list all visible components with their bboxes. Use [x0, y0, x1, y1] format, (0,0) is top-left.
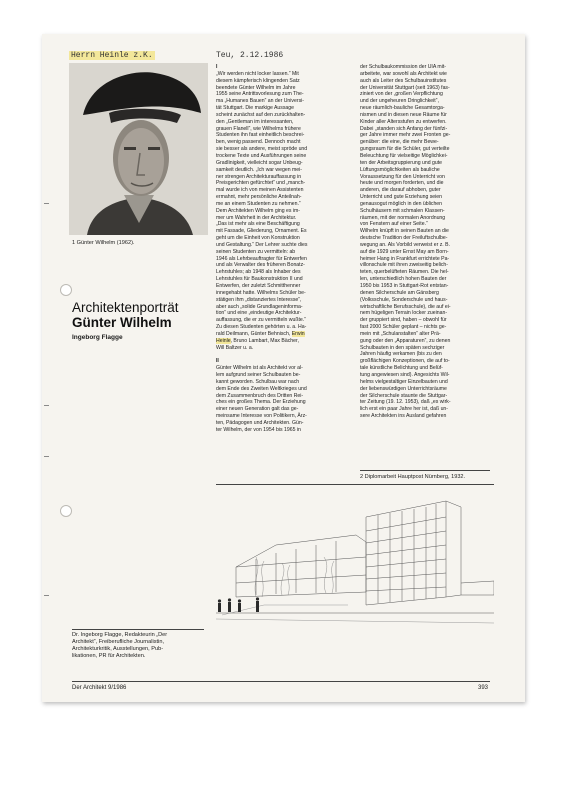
footer-rule — [72, 681, 490, 682]
photo-caption: 1 Günter Wilhelm (1962). — [72, 240, 135, 246]
figure-caption: 2 Diplomarbeit Hauptpost Nürnberg, 1932. — [360, 474, 466, 480]
title-name: Günter Wilhelm — [72, 315, 172, 330]
paragraph: , Bruno Lambart, Max Bächer, Will Baltzer u. a. — [216, 337, 299, 351]
title-line-2 — [72, 315, 179, 330]
bio-rule — [72, 629, 204, 630]
title-line-1: Architektenporträt — [72, 300, 179, 315]
journal-issue: Der Architekt 9/1986 — [72, 685, 127, 691]
date-stamp: Teu, 2.12.1986 — [216, 51, 284, 60]
margin-tick — [44, 203, 49, 204]
recipient-text: Herrn Heinle z.K. — [71, 51, 153, 60]
highlighted-text: Erwin — [291, 330, 305, 337]
section-number: II — [216, 358, 219, 365]
margin-tick — [44, 456, 49, 457]
architecture-sketch — [216, 487, 494, 627]
portrait-photo — [69, 63, 208, 235]
margin-tick — [44, 405, 49, 406]
text-column-1 — [216, 64, 307, 434]
paragraph: „Wir werden nicht locker lassen.“ Mit diesem kämpferisch klingenden Satz beendete Günter Wilhelm im Jahre 1955 seine Antrittsvorlesung zum The- ma „Humanes Bauen“ an der Universi- tät Stuttgart. Die markige Aussage scheint zunächst auf den zurückhalten- den „Gentleman im interessanten, grauen Flanell“, wie Wilhelms frühere Studenten ihn fast einheitlich beschrei- ben, wenig passend. Dennoch macht sie besser als andere, meist spröde und trockene Texte und Ausführungen seine Gradlinigkeit, vielleicht sogar Unbeug- samkeit deutlich. „Ich war wegen mei- ner strengen Architekturauffassung in Preisgerichten gefürchtet“ und „manch- mal wurde ich von meinen Assistenten ermahnt, mehr persönliche Anteilnah- me an einem Studenten zu nehmen.“ Dem Architekten Wilhelm ging es im- mer um Wahrheit in der Architektur. „Das ist mehr als eine Beschäftigung mit Fassade, Gliederung, Ornament. Es geht um die Einheit von Konstruktion und Gestaltung.“ Der Lehrer suchte dies seinen Studenten zu vermitteln: ab 1946 als Lehrbeauftragter für Entwerfen und als Verwalter des früheren Bonatz- Lehrstuhles; ab 1948 als Inhaber des Lehrstuhles für Baukonstruktion II und Entwerfen, der zuletzt Schmitthenner innegehabt hatte. Wilhelms Schüler be- stätigen ihm „distanziertes Interesse“, aber auch „solide Grundlageninforma- tion“ und eine „eindeutige Architektur- auffassung, die er zu vermitteln wußte.“ Zu diesen Studenten gehörten u. a. Ha- rald Deilmann, Günter Behnisch, — [216, 70, 308, 337]
author-bio: Dr. Ingeborg Flagge, Redakteurin „Der Architekt“, Freiberufliche Journalistin, Architekturkritik, Ausstellungen, Pub- likationen, PR für Architekten. — [72, 632, 168, 659]
punch-hole — [60, 505, 72, 517]
recipient-stamp — [69, 51, 155, 60]
figure-top-rule — [216, 484, 494, 485]
article-title — [72, 300, 179, 330]
author-byline: Ingeborg Flagge — [72, 334, 123, 341]
punch-hole — [60, 284, 72, 296]
text-column-2: der Schulbaukommission der UIA mit- arbeitete, war sowohl als Architekt wie auch als Leiter des Schulbauinstitutes der Universität Stuttgart (seit 1963) fas- ziniert von der „großen Verpflichtung und der ungeheuren Dringlichkeit“, neue räumlich-bauliche Gesamtorga- nismen und in diesen neue Räume für Kinder aller Altersstufen zu entwerfen. Dabei „standen sich Anfang der fünfzi- ger Jahre immer mehr zwei Fronten ge- genüber: die eine, die mehr Bewe- gungsraum für die Schüler, gut verteilte Beleuchtung für vielseitige Möglichkei- ten der Arbeitsgruppierung und gute Lüftungsmöglichkeiten als bauliche Voraussetzung für den Unterricht von heute und morgen forderten, und die anderen, die darauf abhoben, guter Unterricht und gute Erziehung seien genausogut möglich in den üblichen Schulhäusern mit schmalen Klassen- räumen, mit der normalen Anordnung von Fenstern auf einer Seite.“ Wilhelm knüpft in seinen Bauten an die deutsche Tradition der Freiluftschulbe- wegung an. Als Vorbild verweist er z. B. auf die 1929 unter Ernst May am Born- heimer Hang in Frankfurt errichtete Pa- villonschule mit ihren zweiseitig belich- teten, querbelüfteten Räumen. Die hel- len, unterschiedlich hohen Bauten der 1950 bis 1953 in Stuttgart-Rot entstan- denen Silcherschule am Gänsberg (Volksschule, Sonderschule und haus- wirtschaftliche Berufsschule), die auf ei- nem hügeligen Terrain locker zueinan- der gruppiert sind, haben – obwohl für fast 2000 Schüler geplant – nichts ge- mein mit „Schulanstalten“ alter Prä- gung oder den „Apparaturen“, zu denen Schulbauten in den späten sechziger Jahren häufig verkamen (bis zu den großflächigen Konzeptionen, die auf to- tale künstliche Belichtung und Belüf- tung angewiesen sind). Angesichts Wil- helms vielgestaltiger Einzelbauten und der liebenswürdigen Unterrichtsräume der Silcherschule staunte die Stuttgar- ter Zeitung (19. 12. 1953), daß „es wirk- lich erst ein paar Jahre her ist, daß un- sere Architekten ins Ausland gefahren — [360, 64, 451, 420]
highlighted-text: Heinle — [216, 337, 231, 344]
caption-rule — [360, 470, 490, 471]
paragraph: Günter Wilhelm ist als Architekt vor al- lem aufgrund seiner Schulbauten be- kannt geworden. Schulbau war nach dem Ende des Zweiten Weltkrieges und dem Zusammenbruch des Dritten Rei- ches ein großes Thema. Der Erziehung einer neuen Generation galt das ge- meinsame Interesse von Politikern, Ärz- ten, Pädagogen und Architekten. Gün- ter Wilhelm, der von 1954 bis 1965 in — [216, 365, 307, 433]
page-number: 393 — [478, 685, 489, 691]
margin-tick — [44, 595, 49, 596]
section-number: I — [216, 64, 218, 70]
